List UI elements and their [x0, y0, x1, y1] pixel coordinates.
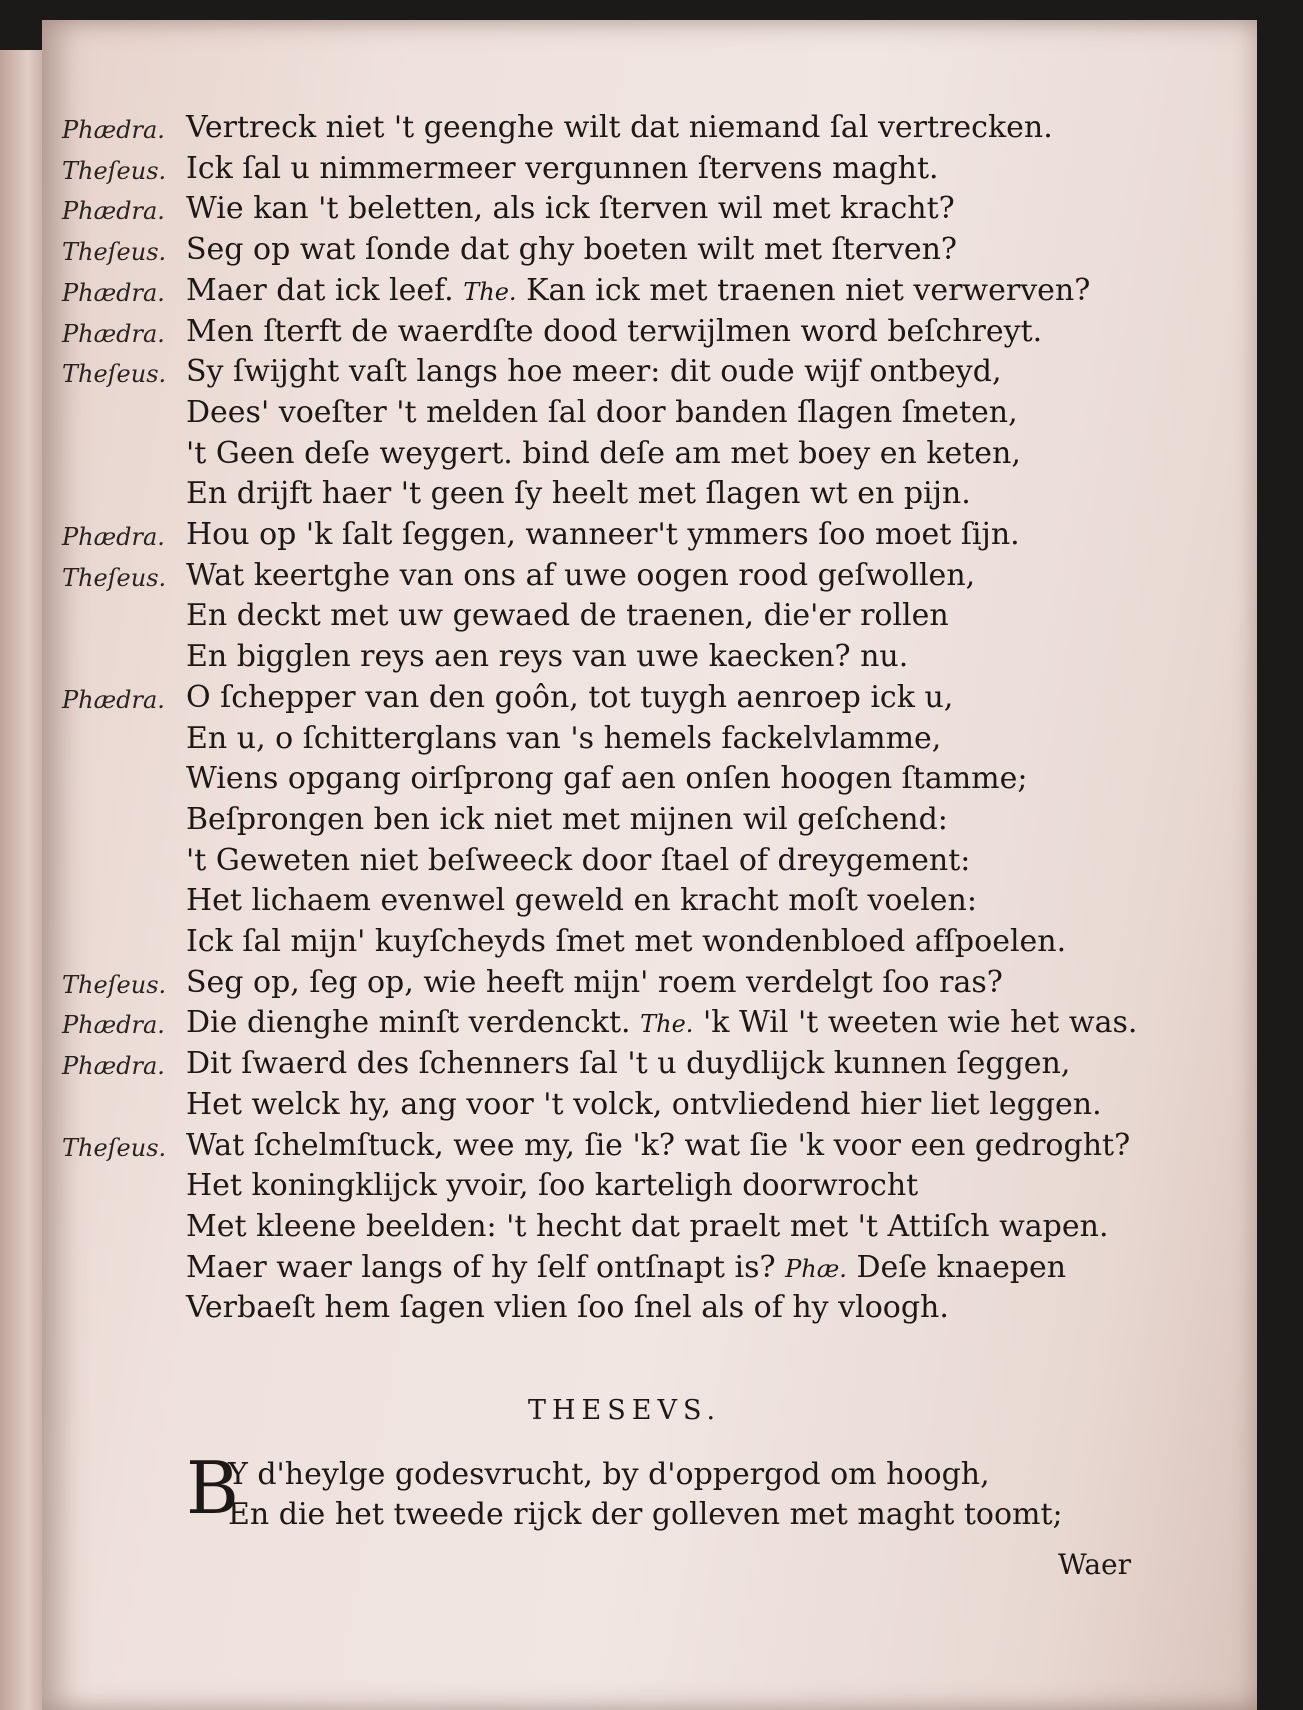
verse-line: Met kleene beelden: 't hecht dat praelt met 't Attiſch wapen. [186, 1209, 1109, 1244]
verse-line: Men ſterft de waerdſte dood terwijlmen word beſchreyt. [186, 314, 1043, 349]
verse-line: Beſprongen ben ick niet met mijnen wil geſchend: [186, 802, 948, 837]
speaker-label: Phædra. [62, 320, 165, 348]
inline-speaker: The. [640, 1010, 694, 1038]
speech-line-2: En die het tweede rijck der golleven met maght toomt; [228, 1497, 1063, 1532]
speaker-label: Phædra. [62, 686, 165, 714]
verse-line: 't Geen deſe weygert. bind deſe am met boey en keten, [186, 436, 1021, 471]
speech-line-1: Y d'heylge godesvrucht, by d'oppergod om hoogh, [228, 1457, 990, 1492]
verse-line [186, 1250, 1066, 1285]
verse-segment: Maer waer langs of hy ſelf ontſnapt is? [186, 1250, 776, 1285]
verse-line [186, 1005, 1137, 1040]
verse-segment: Maer dat ick leef. [186, 273, 454, 308]
speaker-label: Phædra. [62, 197, 165, 225]
speaker-label: Theſeus. [62, 157, 167, 185]
verse-line: Het koningklijck yvoir, ſoo karteligh doorwrocht [186, 1168, 919, 1203]
verse-line: Hou op 'k ſalt ſeggen, wanneer't ymmers ſoo moet ſijn. [186, 517, 1020, 552]
verse-line: Wie kan 't beletten, als ick ſterven wil met kracht? [186, 191, 955, 226]
speaker-label: Theſeus. [62, 1134, 167, 1162]
verse-line: 't Geweten niet beſweeck door ſtael of dreygement: [186, 843, 971, 878]
verse-line: En bigglen reys aen reys van uwe kaecken? nu. [186, 639, 909, 674]
verse-segment: Kan ick met traenen niet verwerven? [526, 273, 1091, 308]
verse-line: Seg op, ſeg op, wie heeft mijn' roem verdelgt ſoo ras? [186, 965, 1003, 1000]
verse-line [186, 273, 1090, 308]
speaker-label: Theſeus. [62, 238, 167, 266]
verse-line: Vertreck niet 't geenghe wilt dat niemand ſal vertrecken. [186, 110, 1053, 145]
drop-cap: B [186, 1446, 239, 1530]
speaker-label: Theſeus. [62, 971, 167, 999]
verse-line: Wat ſchelmſtuck, wee my, ſie 'k? wat ſie 'k voor een gedroght? [186, 1128, 1131, 1163]
speaker-label: Theſeus. [62, 564, 167, 592]
verse-line: Dees' voeſter 't melden ſal door banden ſlagen ſmeten, [186, 395, 1018, 430]
speaker-label: Phædra. [62, 523, 165, 551]
speaker-label: Phædra. [62, 116, 165, 144]
verse-line: Verbaeſt hem ſagen vlien ſoo ſnel als of hy vloogh. [186, 1290, 949, 1325]
verse-segment: Deſe knaepen [856, 1250, 1067, 1285]
verse-line: Ick ſal u nimmermeer vergunnen ſtervens maght. [186, 151, 939, 186]
verse-segment: Die dienghe minſt verdenckt. [186, 1005, 631, 1040]
verse-line: Ick ſal mijn' kuyſcheyds ſmet met wondenbloed afſpoelen. [186, 924, 1067, 959]
verse-line: En u, o ſchitterglans van 's hemels fackelvlamme, [186, 721, 942, 756]
speech-heading: THESEVS. [528, 1395, 722, 1426]
speaker-label: Phædra. [62, 1011, 165, 1039]
inline-speaker: The. [463, 278, 517, 306]
verse-line: Dit ſwaerd des ſchenners ſal 't u duydlijck kunnen ſeggen, [186, 1046, 1071, 1081]
verse-line: Sy ſwijght vaſt langs hoe meer: dit oude wijf ontbeyd, [186, 354, 1002, 389]
verse-line: Het welck hy, ang voor 't volck, ontvliedend hier liet leggen. [186, 1087, 1102, 1122]
verse-line: Wat keertghe van ons af uwe oogen rood geſwollen, [186, 558, 976, 593]
speaker-label: Theſeus. [62, 360, 167, 388]
speaker-label: Phædra. [62, 279, 165, 307]
speaker-label: Phædra. [62, 1052, 165, 1080]
catchword: Waer [1058, 1548, 1131, 1581]
inline-speaker: Phæ. [785, 1255, 847, 1283]
verse-line: En drijft haer 't geen ſy heelt met ſlagen wt en pijn. [186, 476, 971, 511]
verse-line: O ſchepper van den goôn, tot tuygh aenroep ick u, [186, 680, 954, 715]
verse-line: Wiens opgang oirſprong gaf aen onſen hoogen ſtamme; [186, 761, 1028, 796]
verse-line: Het lichaem evenwel geweld en kracht moſt voelen: [186, 883, 977, 918]
verse-line: En deckt met uw gewaed de traenen, die'er rollen [186, 598, 949, 633]
verse-line: Seg op wat ſonde dat ghy boeten wilt met ſterven? [186, 232, 957, 267]
previous-page-edge [0, 50, 46, 1710]
verse-segment: 'k Wil 't weeten wie het was. [702, 1005, 1138, 1040]
